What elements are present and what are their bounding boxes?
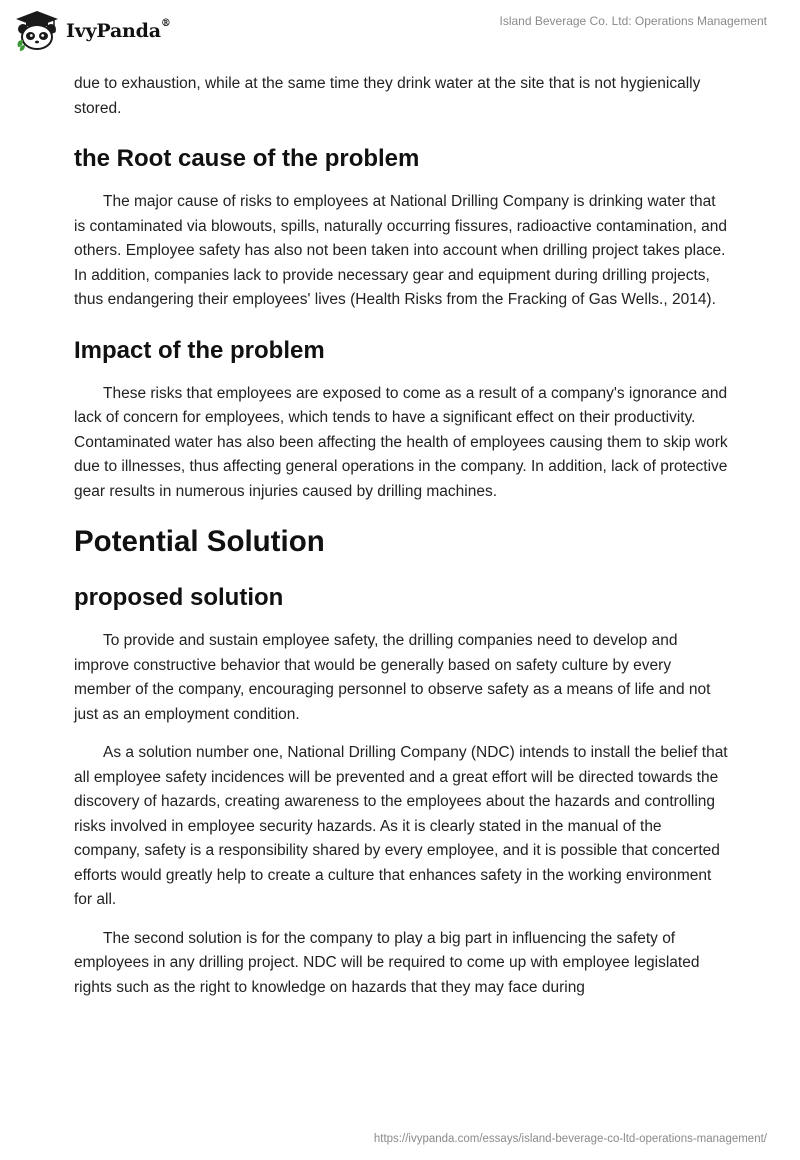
panda-graduate-icon — [14, 9, 60, 53]
proposed-solution-paragraph-1: To provide and sustain employee safety, the drilling companies need to develop and improve constructive behavior that would be generally based on safety culture by every member of the company, encouraging personnel to observe safety as a means of life and not just as an employment condition. — [74, 632, 711, 723]
page-header — [0, 0, 800, 64]
document-title: Island Beverage Co. Ltd: Operations Management — [499, 14, 767, 28]
root-cause-heading: the Root cause of the problem — [74, 145, 420, 172]
root-cause-paragraph: The major cause of risks to employees at National Drilling Company is drinking water that is contaminated via blowouts, spills, naturally occurring fissures, radioactive contamination, and others. Employee safety has also not been taken into account when drilling project takes place. In addition, companies lack to provide necessary gear and equipment during drilling projects, thus endangering their employees' lives (Health Risks from the Fracking of Gas Wells., 2014). — [74, 193, 728, 308]
intro-paragraph: due to exhaustion, while at the same time they drink water at the site that is not hygienically stored. — [74, 75, 701, 117]
logo-wordmark: IvyPanda® — [66, 18, 171, 42]
registered-mark: ® — [160, 18, 171, 29]
impact-heading: Impact of the problem — [74, 336, 325, 364]
source-url-link[interactable]: https://ivypanda.com/essays/island-beverage-co-ltd-operations-management/ — [373, 1133, 767, 1145]
essay-content — [74, 72, 729, 1000]
proposed-solution-heading: proposed solution — [74, 584, 284, 611]
impact-paragraph: These risks that employees are exposed to come as a result of a company's ignorance and lack of concern for employees, which tends to have a significant effect on their productivity. Contaminated water has also been affecting the health of employees causing them to skip work due to illnesses, thus affecting general operations in the company. In addition, lack of protective gear results in numerous injuries caused by drilling machines. — [74, 384, 728, 500]
proposed-solution-paragraph-3: The second solution is for the company to play a big part in influencing the safety of employees in any drilling project. NDC will be required to come up with employee legislated rights such as the right to knowledge on hazards that they may face during — [74, 929, 700, 996]
ivypanda-logo[interactable] — [14, 9, 171, 53]
potential-solution-heading: Potential Solution — [74, 525, 325, 558]
proposed-solution-paragraph-2: As a solution number one, National Drilling Company (NDC) intends to install the belief that all employee safety incidences will be prevented and a great effort will be directed towards the discovery of hazards, creating awareness to the employees about the hazards and controlling risks involved in employee security hazards. As it is clearly stated in the manual of the company, safety is a responsibility shared by every employee, and it is possible that concerted efforts would greatly help to create a culture that enhances safety in the working environment for all. — [74, 744, 728, 908]
